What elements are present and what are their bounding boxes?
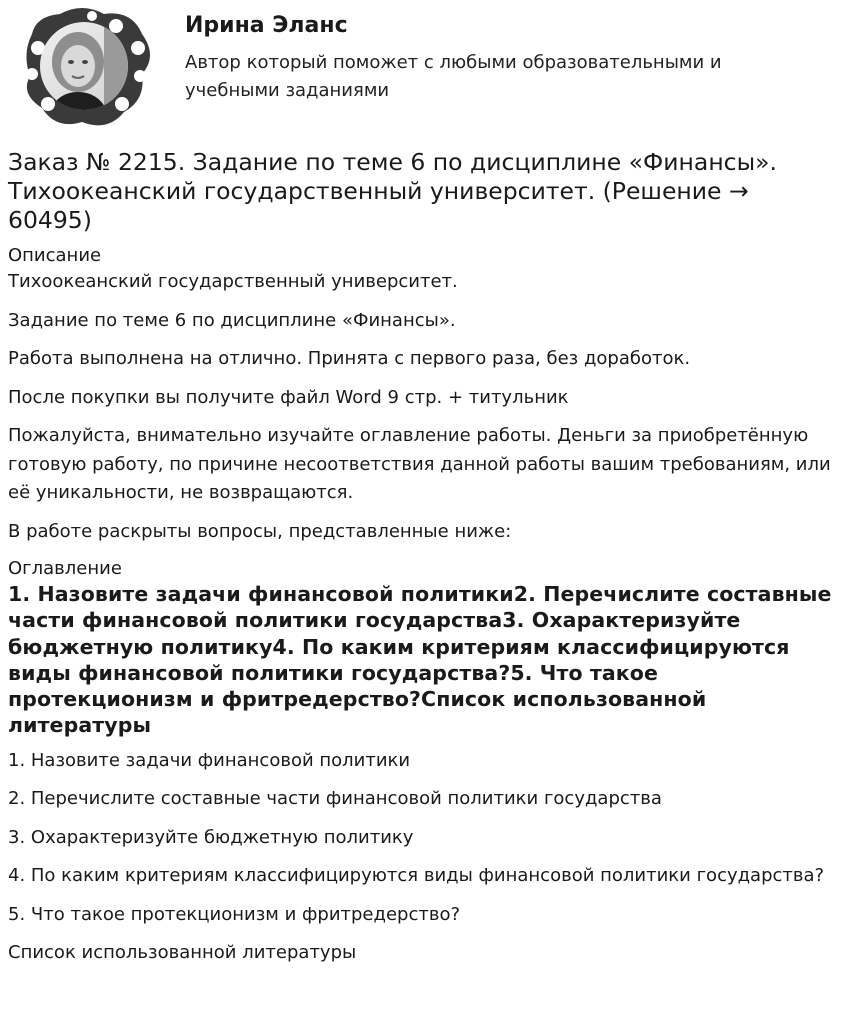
author-card (8, 0, 839, 142)
author-avatar[interactable] (12, 4, 160, 128)
toc-item: Список использованной литературы (8, 942, 357, 964)
description-paragraph: Тихоокеанский государственный университет. (8, 271, 458, 292)
toc-label: Оглавление (8, 558, 122, 579)
toc-summary: 1. Назовите задачи финансовой политики2. Перечислите составные части финансовой политики государства3. Охарактеризуйте бюджетную политику4. По каким критериям классифицируются виды финансовой политики государства?5. Что такое протекционизм и фритредерство?Список использованной литературы (8, 582, 832, 738)
order-title: Заказ № 2215. Задание по теме 6 по дисциплине «Финансы». Тихоокеанский государственный университет. (Решение → 60495) (8, 148, 778, 234)
description-paragraph: Работа выполнена на отлично. Принята с первого раза, без доработок. (8, 348, 691, 369)
toc-item: 3. Охарактеризуйте бюджетную политику (8, 826, 414, 848)
author-description: Автор который поможет с любыми образовательными и учебными заданиями (185, 52, 722, 101)
description-paragraph: После покупки вы получите файл Word 9 стр. + титульник (8, 386, 569, 408)
toc-item: 4. По каким критериям классифицируются виды финансовой политики государства? (8, 865, 825, 887)
description-paragraph: В работе раскрыты вопросы, представленные ниже: (8, 520, 512, 542)
toc-item: 5. Что такое протекционизм и фритредерство? (8, 903, 461, 925)
description-label: Описание (8, 245, 102, 266)
description-paragraph: Задание по теме 6 по дисциплине «Финансы». (8, 309, 456, 331)
description-paragraph: Пожалуйста, внимательно изучайте оглавление работы. Деньги за приобретённую готовую работу, по причине несоответствия данной работы вашим требованиям, или её уникальности, не возвращаются. (8, 425, 831, 503)
author-name[interactable]: Ирина Эланс (185, 13, 348, 38)
toc-item: 1. Назовите задачи финансовой политики (8, 749, 411, 771)
toc-item: 2. Перечислите составные части финансовой политики государства (8, 788, 662, 810)
